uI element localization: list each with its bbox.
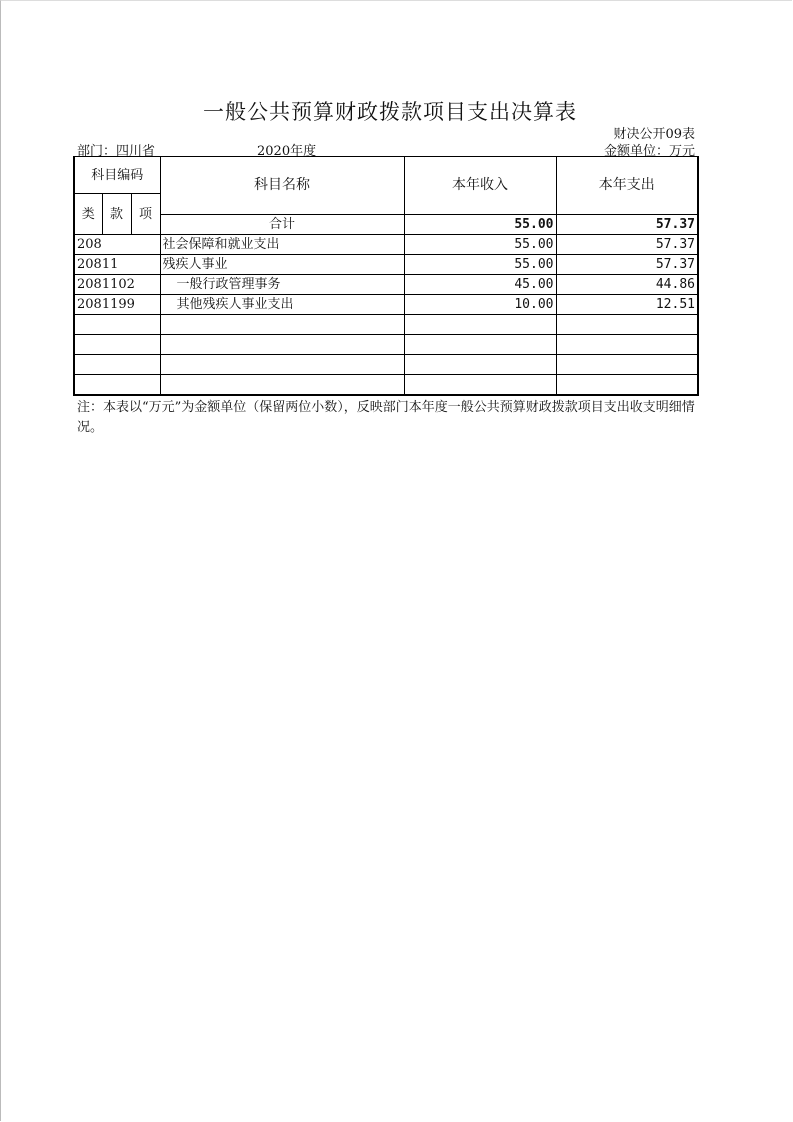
income-value [404, 375, 556, 396]
subject-code: 2081102 [74, 275, 160, 295]
expense-value: 44.86 [556, 275, 698, 295]
subject-code: 208 [74, 235, 160, 255]
total-income: 55.00 [404, 215, 556, 235]
income-value: 55.00 [404, 235, 556, 255]
total-expense: 57.37 [556, 215, 698, 235]
header-income: 本年收入 [404, 157, 556, 215]
form-code: 财决公开09表 [613, 127, 695, 142]
income-value [404, 335, 556, 355]
income-value: 10.00 [404, 295, 556, 315]
total-label: 合计 [160, 215, 404, 235]
report-year: 2020年度 [257, 144, 317, 159]
table-row [74, 375, 698, 396]
department-label: 部门： [77, 144, 117, 159]
expense-value: 57.37 [556, 235, 698, 255]
table-row [74, 315, 698, 335]
expense-value [556, 355, 698, 375]
expense-value [556, 375, 698, 396]
expenditure-table [73, 156, 699, 396]
subject-code: 2081199 [74, 295, 160, 315]
table-row [74, 335, 698, 355]
income-value [404, 315, 556, 335]
subject-name [160, 315, 404, 335]
subject-name [160, 375, 404, 396]
expense-value: 12.51 [556, 295, 698, 315]
income-value: 45.00 [404, 275, 556, 295]
expense-value: 57.37 [556, 255, 698, 275]
subject-name: 社会保障和就业支出 [160, 235, 404, 255]
table-row [74, 235, 698, 255]
table-row [74, 275, 698, 295]
report-title: 一般公共预算财政拨款项目支出决算表 [203, 100, 577, 124]
header-xiang: 项 [131, 194, 160, 235]
header-subject-name: 科目名称 [160, 157, 404, 215]
header-code-group: 科目编码 [74, 157, 160, 194]
amount-unit: 金额单位：万元 [603, 144, 695, 159]
subject-name: 一般行政管理事务 [160, 275, 404, 295]
income-value [404, 355, 556, 375]
header-kuan: 款 [102, 194, 131, 235]
expense-value [556, 335, 698, 355]
subject-name: 残疾人事业 [160, 255, 404, 275]
table-row [74, 255, 698, 275]
subject-name [160, 335, 404, 355]
subject-code [74, 315, 160, 335]
subject-code: 20811 [74, 255, 160, 275]
table-row [74, 295, 698, 315]
subject-name: 其他残疾人事业支出 [160, 295, 404, 315]
header-row-1 [74, 157, 698, 194]
income-value: 55.00 [404, 255, 556, 275]
footnote: 注：本表以“万元”为金额单位（保留两位小数），反映部门本年度一般公共预算财政拨款项目支出收支明细情况。 [77, 400, 695, 435]
subject-name [160, 355, 404, 375]
subject-code [74, 355, 160, 375]
total-row [74, 215, 698, 235]
header-expense: 本年支出 [556, 157, 698, 215]
subject-code [74, 375, 160, 396]
department-value: 四川省 [116, 144, 156, 159]
table-row [74, 355, 698, 375]
expense-value [556, 315, 698, 335]
subject-code [74, 335, 160, 355]
header-lei: 类 [74, 194, 102, 235]
